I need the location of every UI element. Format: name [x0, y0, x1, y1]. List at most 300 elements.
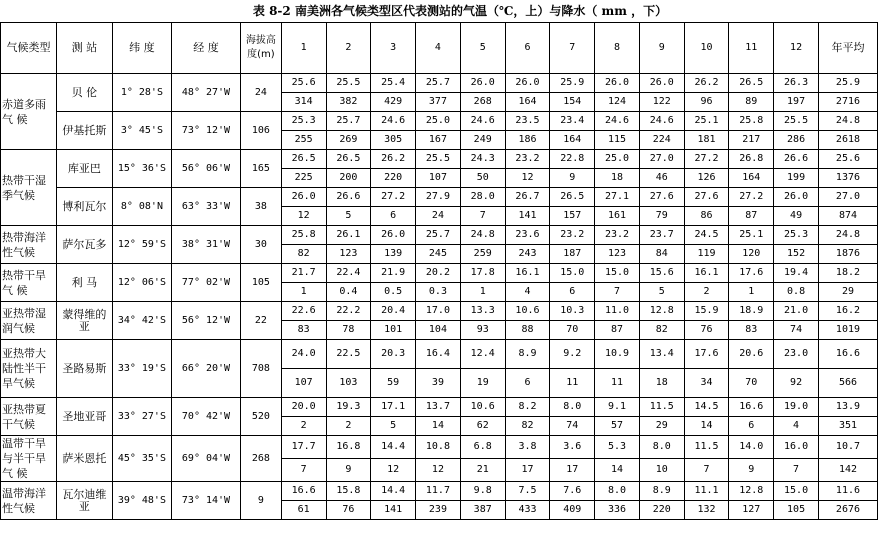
temperature-cell: 21.7: [281, 264, 326, 283]
precipitation-cell: 7: [281, 459, 326, 482]
temperature-cell: 27.9: [416, 188, 461, 207]
header-row: [1, 23, 878, 74]
temperature-cell: 25.4: [371, 74, 416, 93]
header-month: 10: [684, 23, 729, 74]
temperature-cell: 23.2: [595, 226, 640, 245]
precipitation-cell: 21: [460, 459, 505, 482]
temperature-cell: 14.4: [371, 482, 416, 501]
precipitation-cell: 7: [684, 459, 729, 482]
precipitation-cell: 83: [281, 321, 326, 340]
precipitation-cell: 164: [729, 169, 774, 188]
temperature-cell: 27.1: [595, 188, 640, 207]
climate-type: 热带干湿季气候: [1, 150, 57, 226]
precipitation-cell: 7: [774, 459, 819, 482]
climate-type: 热带海洋性气候: [1, 226, 57, 264]
temperature-cell: 26.5: [281, 150, 326, 169]
temperature-cell: 20.2: [416, 264, 461, 283]
temperature-cell: 15.0: [595, 264, 640, 283]
temperature-cell: 6.8: [460, 436, 505, 459]
temperature-cell: 16.0: [774, 436, 819, 459]
precipitation-cell: 84: [639, 245, 684, 264]
header-climate: 气候类型: [1, 23, 57, 74]
temperature-cell: 14.5: [684, 398, 729, 417]
temperature-cell: 15.8: [326, 482, 371, 501]
annual-precipitation: 29: [818, 283, 877, 302]
longitude-value: 66° 20'W: [171, 340, 240, 398]
header-altitude: 海拔高度(m): [241, 23, 282, 74]
precipitation-cell: 433: [505, 501, 550, 520]
temperature-cell: 25.9: [550, 74, 595, 93]
precipitation-cell: 83: [729, 321, 774, 340]
precipitation-cell: 409: [550, 501, 595, 520]
temperature-cell: 25.1: [729, 226, 774, 245]
precipitation-cell: 123: [595, 245, 640, 264]
annual-temperature: 18.2: [818, 264, 877, 283]
altitude-value: 268: [241, 436, 282, 482]
temperature-row: [1, 74, 878, 93]
annual-precipitation: 142: [818, 459, 877, 482]
climate-type: 温带干旱与半干旱气 候: [1, 436, 57, 482]
temperature-row: [1, 188, 878, 207]
header-month: 4: [416, 23, 461, 74]
precipitation-cell: 245: [416, 245, 461, 264]
precipitation-cell: 92: [774, 369, 819, 398]
precipitation-cell: 6: [371, 207, 416, 226]
temperature-cell: 8.2: [505, 398, 550, 417]
temperature-cell: 26.0: [774, 188, 819, 207]
temperature-cell: 10.8: [416, 436, 461, 459]
temperature-cell: 15.0: [550, 264, 595, 283]
latitude-value: 33° 27'S: [112, 398, 171, 436]
station-name: 蒙得维的亚: [56, 302, 112, 340]
precipitation-cell: 18: [639, 369, 684, 398]
temperature-cell: 10.3: [550, 302, 595, 321]
precipitation-cell: 167: [416, 131, 461, 150]
precipitation-cell: 82: [639, 321, 684, 340]
precipitation-cell: 314: [281, 93, 326, 112]
precipitation-cell: 89: [729, 93, 774, 112]
temperature-cell: 27.2: [371, 188, 416, 207]
precipitation-cell: 46: [639, 169, 684, 188]
precipitation-cell: 225: [281, 169, 326, 188]
precipitation-cell: 5: [639, 283, 684, 302]
precipitation-cell: 12: [371, 459, 416, 482]
temperature-cell: 24.6: [460, 112, 505, 131]
altitude-value: 165: [241, 150, 282, 188]
precipitation-cell: 199: [774, 169, 819, 188]
temperature-cell: 25.7: [416, 74, 461, 93]
precipitation-cell: 103: [326, 369, 371, 398]
precipitation-cell: 286: [774, 131, 819, 150]
precipitation-cell: 14: [595, 459, 640, 482]
precipitation-cell: 127: [729, 501, 774, 520]
temperature-cell: 28.0: [460, 188, 505, 207]
precipitation-cell: 107: [281, 369, 326, 398]
annual-temperature: 16.6: [818, 340, 877, 369]
climate-type: 亚热带大陆性半干旱气候: [1, 340, 57, 398]
temperature-cell: 25.8: [281, 226, 326, 245]
latitude-value: 3° 45'S: [112, 112, 171, 150]
annual-precipitation: 1019: [818, 321, 877, 340]
header-station: 测 站: [56, 23, 112, 74]
temperature-cell: 26.1: [326, 226, 371, 245]
precipitation-cell: 217: [729, 131, 774, 150]
annual-precipitation: 1376: [818, 169, 877, 188]
temperature-cell: 16.6: [729, 398, 774, 417]
precipitation-cell: 126: [684, 169, 729, 188]
longitude-value: 77° 02'W: [171, 264, 240, 302]
precipitation-cell: 29: [639, 417, 684, 436]
temperature-cell: 25.5: [774, 112, 819, 131]
temperature-cell: 24.6: [639, 112, 684, 131]
temperature-row: [1, 112, 878, 131]
precipitation-cell: 141: [505, 207, 550, 226]
latitude-value: 33° 19'S: [112, 340, 171, 398]
temperature-row: [1, 264, 878, 283]
temperature-cell: 19.4: [774, 264, 819, 283]
precipitation-cell: 1: [281, 283, 326, 302]
temperature-cell: 23.4: [550, 112, 595, 131]
precipitation-cell: 17: [550, 459, 595, 482]
precipitation-cell: 74: [550, 417, 595, 436]
temperature-cell: 26.0: [639, 74, 684, 93]
temperature-row: [1, 226, 878, 245]
temperature-cell: 12.8: [639, 302, 684, 321]
altitude-value: 22: [241, 302, 282, 340]
precipitation-cell: 255: [281, 131, 326, 150]
temperature-cell: 26.0: [595, 74, 640, 93]
temperature-cell: 11.0: [595, 302, 640, 321]
temperature-cell: 23.0: [774, 340, 819, 369]
precipitation-cell: 10: [639, 459, 684, 482]
temperature-cell: 26.7: [505, 188, 550, 207]
temperature-cell: 8.0: [595, 482, 640, 501]
precipitation-cell: 4: [774, 417, 819, 436]
header-month: 1: [281, 23, 326, 74]
temperature-row: [1, 302, 878, 321]
longitude-value: 73° 12'W: [171, 112, 240, 150]
precipitation-cell: 9: [729, 459, 774, 482]
annual-precipitation: 874: [818, 207, 877, 226]
temperature-cell: 25.1: [684, 112, 729, 131]
longitude-value: 63° 33'W: [171, 188, 240, 226]
precipitation-cell: 11: [550, 369, 595, 398]
precipitation-cell: 124: [595, 93, 640, 112]
precipitation-cell: 19: [460, 369, 505, 398]
precipitation-cell: 6: [729, 417, 774, 436]
precipitation-cell: 382: [326, 93, 371, 112]
temperature-cell: 14.0: [729, 436, 774, 459]
latitude-value: 1° 28'S: [112, 74, 171, 112]
temperature-cell: 12.4: [460, 340, 505, 369]
temperature-cell: 26.2: [371, 150, 416, 169]
temperature-cell: 11.5: [639, 398, 684, 417]
temperature-cell: 10.6: [460, 398, 505, 417]
precipitation-cell: 5: [326, 207, 371, 226]
precipitation-cell: 12: [281, 207, 326, 226]
header-month: 5: [460, 23, 505, 74]
precipitation-cell: 18: [595, 169, 640, 188]
header-month: 9: [639, 23, 684, 74]
temperature-cell: 8.9: [639, 482, 684, 501]
climate-type: 赤道多雨气 候: [1, 74, 57, 150]
precipitation-cell: 62: [460, 417, 505, 436]
longitude-value: 70° 42'W: [171, 398, 240, 436]
precipitation-cell: 377: [416, 93, 461, 112]
precipitation-cell: 7: [460, 207, 505, 226]
temperature-cell: 11.7: [416, 482, 461, 501]
precipitation-cell: 123: [326, 245, 371, 264]
temperature-cell: 27.2: [684, 150, 729, 169]
temperature-cell: 18.9: [729, 302, 774, 321]
temperature-cell: 17.8: [460, 264, 505, 283]
precipitation-cell: 249: [460, 131, 505, 150]
precipitation-cell: 70: [550, 321, 595, 340]
temperature-cell: 26.5: [729, 74, 774, 93]
temperature-cell: 13.4: [639, 340, 684, 369]
temperature-cell: 15.6: [639, 264, 684, 283]
temperature-cell: 16.6: [281, 482, 326, 501]
temperature-cell: 13.3: [460, 302, 505, 321]
precipitation-cell: 88: [505, 321, 550, 340]
precipitation-cell: 197: [774, 93, 819, 112]
precipitation-cell: 0.8: [774, 283, 819, 302]
temperature-cell: 27.0: [639, 150, 684, 169]
altitude-value: 38: [241, 188, 282, 226]
climate-type: 亚热带湿润气候: [1, 302, 57, 340]
temperature-cell: 14.4: [371, 436, 416, 459]
precipitation-cell: 87: [729, 207, 774, 226]
temperature-cell: 3.8: [505, 436, 550, 459]
longitude-value: 69° 04'W: [171, 436, 240, 482]
altitude-value: 30: [241, 226, 282, 264]
precipitation-cell: 39: [416, 369, 461, 398]
precipitation-cell: 79: [639, 207, 684, 226]
temperature-cell: 26.0: [460, 74, 505, 93]
precipitation-cell: 0.4: [326, 283, 371, 302]
temperature-cell: 21.0: [774, 302, 819, 321]
precipitation-cell: 9: [326, 459, 371, 482]
precipitation-cell: 269: [326, 131, 371, 150]
latitude-value: 45° 35'S: [112, 436, 171, 482]
annual-temperature: 10.7: [818, 436, 877, 459]
precipitation-cell: 220: [639, 501, 684, 520]
precipitation-cell: 86: [684, 207, 729, 226]
latitude-value: 12° 06'S: [112, 264, 171, 302]
precipitation-cell: 93: [460, 321, 505, 340]
altitude-value: 105: [241, 264, 282, 302]
temperature-row: [1, 436, 878, 459]
precipitation-cell: 6: [505, 369, 550, 398]
temperature-cell: 25.0: [595, 150, 640, 169]
precipitation-cell: 2: [684, 283, 729, 302]
precipitation-cell: 1: [460, 283, 505, 302]
temperature-cell: 25.5: [326, 74, 371, 93]
temperature-cell: 3.6: [550, 436, 595, 459]
precipitation-cell: 76: [326, 501, 371, 520]
temperature-cell: 16.1: [505, 264, 550, 283]
header-month: 3: [371, 23, 416, 74]
precipitation-cell: 120: [729, 245, 774, 264]
temperature-cell: 17.1: [371, 398, 416, 417]
temperature-cell: 21.9: [371, 264, 416, 283]
annual-temperature: 25.9: [818, 74, 877, 93]
precipitation-cell: 164: [505, 93, 550, 112]
climate-type: 热带干旱气 候: [1, 264, 57, 302]
latitude-value: 15° 36'S: [112, 150, 171, 188]
table-title: 表 8-2 南美洲各气候类型区代表测站的气温（℃，上）与降水（ mm ，下）: [252, 4, 668, 18]
temperature-cell: 22.6: [281, 302, 326, 321]
precipitation-cell: 119: [684, 245, 729, 264]
precipitation-cell: 104: [416, 321, 461, 340]
temperature-cell: 8.9: [505, 340, 550, 369]
precipitation-cell: 152: [774, 245, 819, 264]
temperature-cell: 16.4: [416, 340, 461, 369]
header-month: 8: [595, 23, 640, 74]
header-month: 6: [505, 23, 550, 74]
temperature-cell: 25.5: [416, 150, 461, 169]
precipitation-cell: 7: [595, 283, 640, 302]
temperature-cell: 20.3: [371, 340, 416, 369]
temperature-cell: 16.1: [684, 264, 729, 283]
altitude-value: 24: [241, 74, 282, 112]
precipitation-cell: 139: [371, 245, 416, 264]
annual-precipitation: 2618: [818, 131, 877, 150]
temperature-cell: 22.8: [550, 150, 595, 169]
climate-table: [0, 22, 878, 520]
annual-temperature: 24.8: [818, 112, 877, 131]
temperature-cell: 22.4: [326, 264, 371, 283]
precipitation-cell: 61: [281, 501, 326, 520]
precipitation-cell: 132: [684, 501, 729, 520]
annual-temperature: 11.6: [818, 482, 877, 501]
temperature-cell: 15.0: [774, 482, 819, 501]
temperature-cell: 23.2: [550, 226, 595, 245]
temperature-cell: 25.3: [774, 226, 819, 245]
temperature-cell: 24.8: [460, 226, 505, 245]
precipitation-cell: 122: [639, 93, 684, 112]
precipitation-cell: 181: [684, 131, 729, 150]
latitude-value: 34° 42'S: [112, 302, 171, 340]
precipitation-cell: 220: [371, 169, 416, 188]
precipitation-cell: 239: [416, 501, 461, 520]
temperature-cell: 22.2: [326, 302, 371, 321]
station-name: 瓦尔迪维亚: [56, 482, 112, 520]
header-month: 12: [774, 23, 819, 74]
precipitation-cell: 9: [550, 169, 595, 188]
latitude-value: 8° 08'N: [112, 188, 171, 226]
temperature-cell: 26.5: [550, 188, 595, 207]
header-month: 11: [729, 23, 774, 74]
altitude-value: 106: [241, 112, 282, 150]
header-month: 7: [550, 23, 595, 74]
temperature-cell: 20.4: [371, 302, 416, 321]
annual-precipitation: 351: [818, 417, 877, 436]
annual-temperature: 24.8: [818, 226, 877, 245]
precipitation-cell: 161: [595, 207, 640, 226]
temperature-cell: 17.7: [281, 436, 326, 459]
station-name: 圣路易斯: [56, 340, 112, 398]
station-name: 库亚巴: [56, 150, 112, 188]
temperature-cell: 20.0: [281, 398, 326, 417]
temperature-cell: 24.6: [371, 112, 416, 131]
temperature-row: [1, 340, 878, 369]
temperature-cell: 5.3: [595, 436, 640, 459]
temperature-cell: 26.0: [371, 226, 416, 245]
precipitation-cell: 107: [416, 169, 461, 188]
annual-temperature: 27.0: [818, 188, 877, 207]
precipitation-cell: 34: [684, 369, 729, 398]
temperature-cell: 27.2: [729, 188, 774, 207]
temperature-cell: 25.3: [281, 112, 326, 131]
temperature-cell: 8.0: [639, 436, 684, 459]
temperature-cell: 10.6: [505, 302, 550, 321]
temperature-cell: 7.6: [550, 482, 595, 501]
precipitation-cell: 154: [550, 93, 595, 112]
station-name: 萨米恩托: [56, 436, 112, 482]
precipitation-cell: 259: [460, 245, 505, 264]
precipitation-cell: 5: [371, 417, 416, 436]
precipitation-cell: 76: [684, 321, 729, 340]
temperature-cell: 25.7: [326, 112, 371, 131]
precipitation-cell: 0.3: [416, 283, 461, 302]
precipitation-cell: 6: [550, 283, 595, 302]
temperature-cell: 13.7: [416, 398, 461, 417]
precipitation-cell: 11: [595, 369, 640, 398]
altitude-value: 9: [241, 482, 282, 520]
temperature-cell: 11.1: [684, 482, 729, 501]
temperature-cell: 23.2: [505, 150, 550, 169]
temperature-cell: 26.3: [774, 74, 819, 93]
station-name: 圣地亚哥: [56, 398, 112, 436]
precipitation-cell: 59: [371, 369, 416, 398]
precipitation-cell: 57: [595, 417, 640, 436]
precipitation-cell: 70: [729, 369, 774, 398]
header-longitude: 经 度: [171, 23, 240, 74]
temperature-cell: 9.8: [460, 482, 505, 501]
precipitation-cell: 224: [639, 131, 684, 150]
temperature-cell: 24.5: [684, 226, 729, 245]
temperature-cell: 27.6: [639, 188, 684, 207]
temperature-cell: 23.5: [505, 112, 550, 131]
longitude-value: 56° 12'W: [171, 302, 240, 340]
temperature-cell: 23.6: [505, 226, 550, 245]
temperature-cell: 26.6: [326, 188, 371, 207]
longitude-value: 38° 31'W: [171, 226, 240, 264]
temperature-cell: 17.6: [684, 340, 729, 369]
longitude-value: 48° 27'W: [171, 74, 240, 112]
temperature-cell: 11.5: [684, 436, 729, 459]
header-latitude: 纬 度: [112, 23, 171, 74]
precipitation-cell: 24: [416, 207, 461, 226]
temperature-cell: 27.6: [684, 188, 729, 207]
temperature-cell: 7.5: [505, 482, 550, 501]
precipitation-cell: 115: [595, 131, 640, 150]
annual-temperature: 13.9: [818, 398, 877, 417]
temperature-cell: 24.6: [595, 112, 640, 131]
precipitation-cell: 50: [460, 169, 505, 188]
precipitation-cell: 74: [774, 321, 819, 340]
annual-precipitation: 566: [818, 369, 877, 398]
precipitation-cell: 12: [505, 169, 550, 188]
latitude-value: 39° 48'S: [112, 482, 171, 520]
longitude-value: 56° 06'W: [171, 150, 240, 188]
temperature-row: [1, 150, 878, 169]
temperature-cell: 9.1: [595, 398, 640, 417]
annual-precipitation: 2716: [818, 93, 877, 112]
precipitation-cell: 187: [550, 245, 595, 264]
temperature-cell: 25.7: [416, 226, 461, 245]
